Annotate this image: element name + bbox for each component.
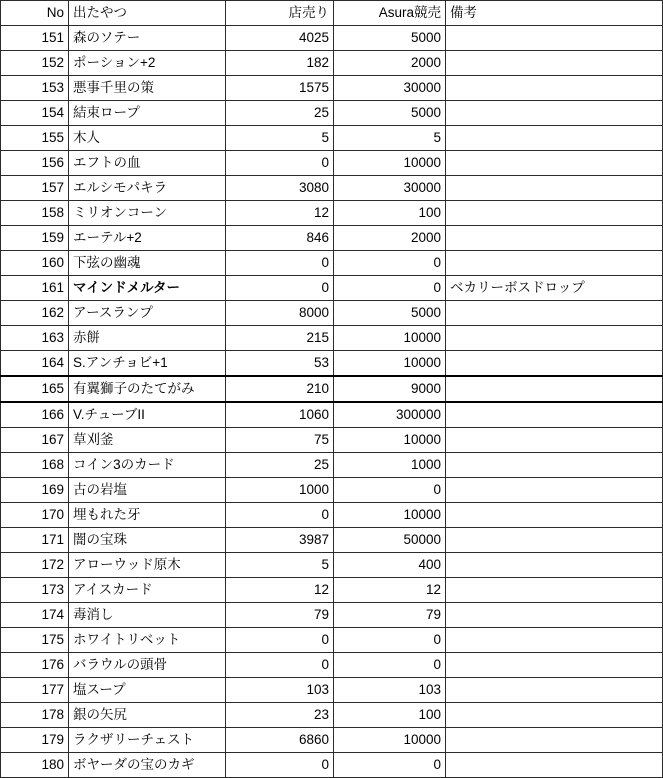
cell-item[interactable]: エフトの血	[69, 151, 226, 176]
cell-auction[interactable]: 10000	[334, 728, 446, 753]
cell-remark[interactable]	[446, 351, 663, 377]
cell-item[interactable]: ボヤーダの宝のカギ	[69, 753, 226, 778]
cell-item[interactable]: アイスカード	[69, 578, 226, 603]
cell-no[interactable]: 168	[1, 453, 69, 478]
table-row	[1, 326, 663, 351]
cell-no[interactable]: 169	[1, 478, 69, 503]
table-row	[1, 201, 663, 226]
cell-no[interactable]: 172	[1, 553, 69, 578]
cell-item[interactable]: エルシモパキラ	[69, 176, 226, 201]
table-row	[1, 678, 663, 703]
header-row	[1, 1, 663, 26]
cell-remark[interactable]	[446, 653, 663, 678]
cell-item[interactable]: 森のソテー	[69, 26, 226, 51]
cell-auction[interactable]: 2000	[334, 51, 446, 76]
cell-shop[interactable]: 8000	[226, 301, 334, 326]
cell-item[interactable]: ポーション+2	[69, 51, 226, 76]
cell-no[interactable]: 151	[1, 26, 69, 51]
table-row	[1, 753, 663, 778]
cell-item[interactable]: ラクザリーチェスト	[69, 728, 226, 753]
cell-auction[interactable]: 100	[334, 703, 446, 728]
table-row	[1, 578, 663, 603]
cell-shop[interactable]: 25	[226, 101, 334, 126]
cell-auction[interactable]: 10000	[334, 351, 446, 377]
table-row	[1, 176, 663, 201]
cell-no[interactable]: 162	[1, 301, 69, 326]
cell-remark[interactable]	[446, 176, 663, 201]
cell-item[interactable]: V.チューブII	[69, 402, 226, 428]
cell-shop[interactable]: 25	[226, 453, 334, 478]
cell-auction[interactable]: 50000	[334, 528, 446, 553]
cell-remark[interactable]	[446, 428, 663, 453]
cell-no[interactable]: 177	[1, 678, 69, 703]
cell-remark[interactable]	[446, 753, 663, 778]
cell-no[interactable]: 180	[1, 753, 69, 778]
cell-auction[interactable]: 400	[334, 553, 446, 578]
header-auction[interactable]: Asura競売	[334, 1, 446, 26]
cell-item[interactable]: 赤餅	[69, 326, 226, 351]
cell-auction[interactable]: 0	[334, 753, 446, 778]
cell-item[interactable]: 悪事千里の策	[69, 76, 226, 101]
cell-remark[interactable]	[446, 226, 663, 251]
cell-no[interactable]: 170	[1, 503, 69, 528]
table-row	[1, 453, 663, 478]
cell-auction[interactable]: 0	[334, 478, 446, 503]
cell-no[interactable]: 164	[1, 351, 69, 377]
cell-remark[interactable]	[446, 503, 663, 528]
cell-remark[interactable]	[446, 678, 663, 703]
cell-no[interactable]: 159	[1, 226, 69, 251]
cell-no[interactable]: 161	[1, 276, 69, 301]
cell-item[interactable]: 木人	[69, 126, 226, 151]
cell-shop[interactable]: 1000	[226, 478, 334, 503]
cell-no[interactable]: 156	[1, 151, 69, 176]
cell-remark[interactable]	[446, 251, 663, 276]
cell-shop[interactable]: 5	[226, 126, 334, 151]
cell-item[interactable]: 闇の宝珠	[69, 528, 226, 553]
cell-item[interactable]: マインドメルター	[69, 276, 226, 301]
cell-auction[interactable]: 0	[334, 653, 446, 678]
header-item[interactable]: 出たやつ	[69, 1, 226, 26]
table-row	[1, 478, 663, 503]
cell-shop[interactable]: 210	[226, 376, 334, 402]
table-row	[1, 528, 663, 553]
cell-item[interactable]: コイン3のカード	[69, 453, 226, 478]
cell-remark[interactable]	[446, 201, 663, 226]
cell-item[interactable]: ホワイトリベット	[69, 628, 226, 653]
cell-remark[interactable]	[446, 151, 663, 176]
cell-remark[interactable]	[446, 326, 663, 351]
cell-shop[interactable]: 0	[226, 503, 334, 528]
table-row	[1, 301, 663, 326]
header-shop[interactable]: 店売り	[226, 1, 334, 26]
cell-remark[interactable]	[446, 376, 663, 402]
cell-shop[interactable]: 6860	[226, 728, 334, 753]
cell-shop[interactable]: 75	[226, 428, 334, 453]
table-row	[1, 51, 663, 76]
cell-remark[interactable]	[446, 51, 663, 76]
cell-remark[interactable]	[446, 301, 663, 326]
cell-auction[interactable]: 10000	[334, 428, 446, 453]
cell-remark[interactable]	[446, 528, 663, 553]
cell-remark[interactable]	[446, 101, 663, 126]
cell-no[interactable]: 155	[1, 126, 69, 151]
cell-shop[interactable]: 1060	[226, 402, 334, 428]
cell-shop[interactable]: 0	[226, 151, 334, 176]
cell-no[interactable]: 154	[1, 101, 69, 126]
table-row	[1, 151, 663, 176]
table-row	[1, 728, 663, 753]
cell-no[interactable]: 152	[1, 51, 69, 76]
table-row	[1, 276, 663, 301]
cell-remark[interactable]	[446, 603, 663, 628]
cell-shop[interactable]: 5	[226, 553, 334, 578]
cell-auction[interactable]: 1000	[334, 453, 446, 478]
cell-auction[interactable]: 103	[334, 678, 446, 703]
cell-auction[interactable]: 100	[334, 201, 446, 226]
cell-no[interactable]: 167	[1, 428, 69, 453]
cell-remark[interactable]	[446, 628, 663, 653]
cell-shop[interactable]: 0	[226, 276, 334, 301]
table-row	[1, 101, 663, 126]
cell-remark[interactable]	[446, 703, 663, 728]
cell-shop[interactable]: 103	[226, 678, 334, 703]
cell-auction[interactable]: 5000	[334, 301, 446, 326]
cell-shop[interactable]: 3987	[226, 528, 334, 553]
table-row	[1, 126, 663, 151]
table-body	[1, 26, 663, 778]
table-row	[1, 503, 663, 528]
cell-shop[interactable]: 1575	[226, 76, 334, 101]
cell-auction[interactable]: 0	[334, 251, 446, 276]
cell-no[interactable]: 175	[1, 628, 69, 653]
cell-shop[interactable]: 846	[226, 226, 334, 251]
cell-item[interactable]: バラウルの頭骨	[69, 653, 226, 678]
table-row	[1, 603, 663, 628]
cell-auction[interactable]: 0	[334, 276, 446, 301]
cell-item[interactable]: 埋もれた牙	[69, 503, 226, 528]
cell-auction[interactable]: 79	[334, 603, 446, 628]
cell-auction[interactable]: 2000	[334, 226, 446, 251]
cell-remark[interactable]	[446, 402, 663, 428]
cell-item[interactable]: ミリオンコーン	[69, 201, 226, 226]
cell-shop[interactable]: 4025	[226, 26, 334, 51]
cell-no[interactable]: 157	[1, 176, 69, 201]
cell-no[interactable]: 174	[1, 603, 69, 628]
table-header	[1, 1, 663, 26]
cell-shop[interactable]: 215	[226, 326, 334, 351]
cell-auction[interactable]: 5000	[334, 26, 446, 51]
cell-remark[interactable]	[446, 453, 663, 478]
cell-no[interactable]: 176	[1, 653, 69, 678]
cell-shop[interactable]: 12	[226, 578, 334, 603]
table-row	[1, 553, 663, 578]
cell-auction[interactable]: 5	[334, 126, 446, 151]
cell-shop[interactable]: 23	[226, 703, 334, 728]
cell-item[interactable]: アローウッド原木	[69, 553, 226, 578]
cell-remark[interactable]: ベカリーボスドロップ	[446, 276, 663, 301]
cell-shop[interactable]: 0	[226, 653, 334, 678]
cell-no[interactable]: 173	[1, 578, 69, 603]
cell-item[interactable]: 古の岩塩	[69, 478, 226, 503]
cell-remark[interactable]	[446, 76, 663, 101]
cell-auction[interactable]: 30000	[334, 76, 446, 101]
table-row	[1, 428, 663, 453]
cell-item[interactable]: 塩スープ	[69, 678, 226, 703]
table-row	[1, 402, 663, 428]
cell-auction[interactable]: 12	[334, 578, 446, 603]
cell-no[interactable]: 158	[1, 201, 69, 226]
cell-auction[interactable]: 10000	[334, 326, 446, 351]
cell-no[interactable]: 165	[1, 376, 69, 402]
cell-remark[interactable]	[446, 478, 663, 503]
cell-auction[interactable]: 5000	[334, 101, 446, 126]
cell-auction[interactable]: 0	[334, 628, 446, 653]
cell-remark[interactable]	[446, 728, 663, 753]
cell-auction[interactable]: 10000	[334, 151, 446, 176]
cell-item[interactable]: 結束ロープ	[69, 101, 226, 126]
cell-remark[interactable]	[446, 126, 663, 151]
cell-shop[interactable]: 0	[226, 628, 334, 653]
table-row	[1, 653, 663, 678]
cell-shop[interactable]: 53	[226, 351, 334, 377]
cell-shop[interactable]: 3080	[226, 176, 334, 201]
table-row	[1, 226, 663, 251]
cell-no[interactable]: 160	[1, 251, 69, 276]
cell-shop[interactable]: 0	[226, 251, 334, 276]
cell-auction[interactable]: 10000	[334, 503, 446, 528]
cell-item[interactable]: アースランプ	[69, 301, 226, 326]
cell-auction[interactable]: 30000	[334, 176, 446, 201]
header-remark[interactable]: 備考	[446, 1, 663, 26]
cell-item[interactable]: 毒消し	[69, 603, 226, 628]
cell-item[interactable]: エーテル+2	[69, 226, 226, 251]
cell-remark[interactable]	[446, 26, 663, 51]
cell-shop[interactable]: 79	[226, 603, 334, 628]
cell-remark[interactable]	[446, 553, 663, 578]
table-row	[1, 26, 663, 51]
cell-no[interactable]: 171	[1, 528, 69, 553]
header-no[interactable]: No	[1, 1, 69, 26]
cell-item[interactable]: 草刈釜	[69, 428, 226, 453]
cell-auction[interactable]: 9000	[334, 376, 446, 402]
cell-remark[interactable]	[446, 578, 663, 603]
cell-no[interactable]: 163	[1, 326, 69, 351]
table-row	[1, 251, 663, 276]
table-row	[1, 76, 663, 101]
cell-item[interactable]: 下弦の幽魂	[69, 251, 226, 276]
cell-item[interactable]: 有翼獅子のたてがみ	[69, 376, 226, 402]
cell-item[interactable]: 銀の矢尻	[69, 703, 226, 728]
cell-auction[interactable]: 300000	[334, 402, 446, 428]
table-row	[1, 376, 663, 402]
cell-no[interactable]: 166	[1, 402, 69, 428]
table-row	[1, 628, 663, 653]
cell-no[interactable]: 179	[1, 728, 69, 753]
table-row	[1, 703, 663, 728]
cell-shop[interactable]: 182	[226, 51, 334, 76]
cell-no[interactable]: 153	[1, 76, 69, 101]
cell-shop[interactable]: 12	[226, 201, 334, 226]
cell-no[interactable]: 178	[1, 703, 69, 728]
table-row	[1, 351, 663, 377]
cell-item[interactable]: S.アンチョビ+1	[69, 351, 226, 377]
cell-shop[interactable]: 0	[226, 753, 334, 778]
